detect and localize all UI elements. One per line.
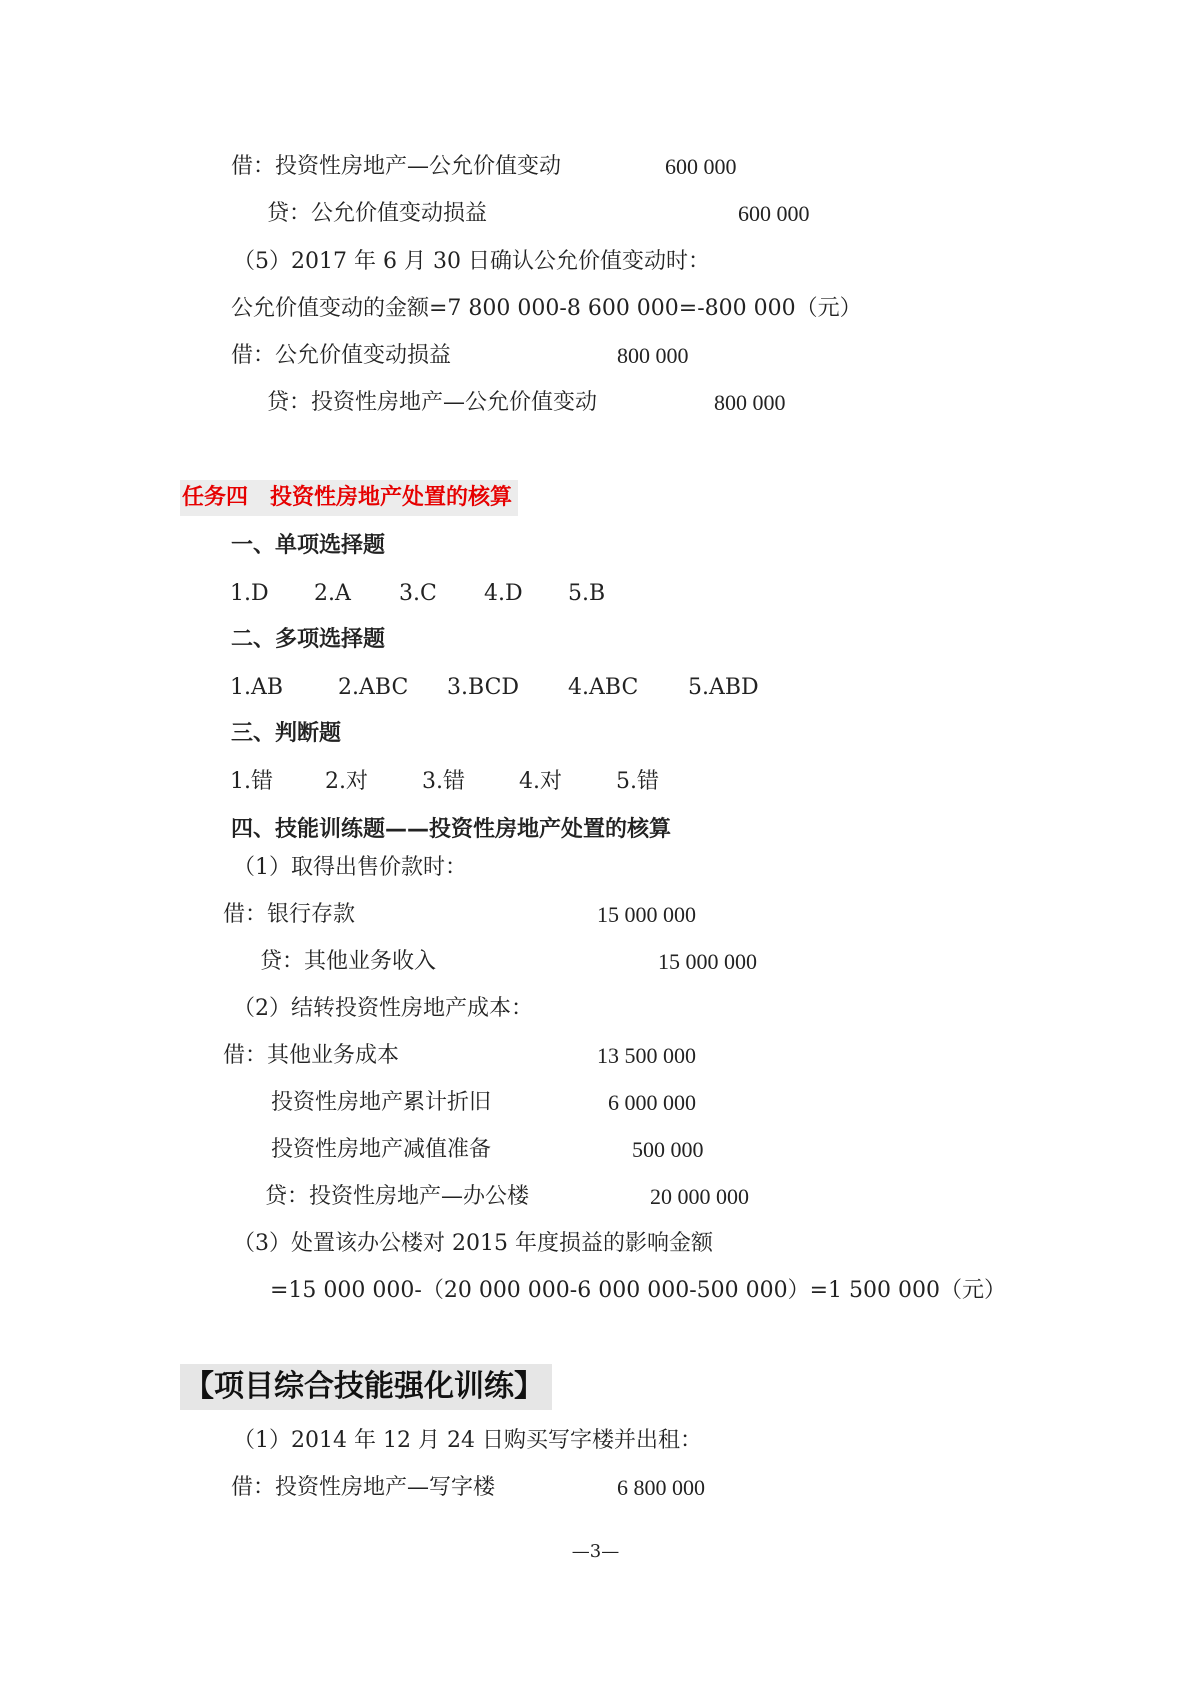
journal-debit-line: 投资性房地产减值准备 bbox=[271, 1137, 492, 1162]
answer-item: 5.ABD bbox=[688, 675, 759, 700]
skill-training-heading: 四、技能训练题——投资性房地产处置的核算 bbox=[231, 817, 672, 842]
project-step-1: （1）2014 年 12 月 24 日购买写字楼并出租： bbox=[233, 1428, 702, 1453]
journal-debit-amount: 13 500 000 bbox=[597, 1043, 696, 1068]
journal-credit-amount: 20 000 000 bbox=[650, 1184, 749, 1209]
page-number: —3— bbox=[571, 1541, 620, 1562]
fair-value-formula: 公允价值变动的金额=7 800 000-8 600 000=-800 000（元） bbox=[231, 296, 862, 321]
journal-debit-line: 投资性房地产累计折旧 bbox=[271, 1090, 492, 1115]
journal-debit-line: 借：其他业务成本 bbox=[223, 1043, 400, 1068]
answer-item: 2.ABC bbox=[338, 675, 409, 700]
profit-impact-formula: =15 000 000-（20 000 000-6 000 000-500 000）=1 500 000（元） bbox=[270, 1278, 1007, 1303]
journal-credit-line: 贷：公允价值变动损益 bbox=[267, 201, 488, 226]
journal-credit-line: 贷：投资性房地产—公允价值变动 bbox=[267, 390, 598, 415]
answer-item: 1.D bbox=[230, 581, 269, 606]
journal-debit-line: 借：公允价值变动损益 bbox=[231, 343, 452, 368]
skill-step-3: （3）处置该办公楼对 2015 年度损益的影响金额 bbox=[233, 1231, 713, 1256]
single-choice-heading: 一、单项选择题 bbox=[231, 533, 386, 558]
project-training-title: 【项目综合技能强化训练】 bbox=[180, 1364, 552, 1410]
task-four-title: 任务四 投资性房地产处置的核算 bbox=[180, 480, 518, 516]
multi-choice-heading: 二、多项选择题 bbox=[231, 627, 386, 652]
multi-choice-answers bbox=[0, 673, 1191, 703]
journal-debit-amount: 600 000 bbox=[665, 154, 737, 179]
journal-debit-line: 借：银行存款 bbox=[223, 902, 356, 927]
answer-item: 5.错 bbox=[616, 769, 659, 794]
journal-debit-amount: 800 000 bbox=[617, 343, 689, 368]
answer-item: 2.对 bbox=[325, 769, 368, 794]
journal-credit-amount: 15 000 000 bbox=[658, 949, 757, 974]
journal-credit-line: 贷：投资性房地产—办公楼 bbox=[265, 1184, 530, 1209]
answer-item: 4.对 bbox=[519, 769, 562, 794]
journal-credit-line: 贷：其他业务收入 bbox=[260, 949, 437, 974]
journal-debit-amount: 500 000 bbox=[632, 1137, 704, 1162]
journal-debit-line: 借：投资性房地产—公允价值变动 bbox=[231, 154, 562, 179]
single-choice-answers bbox=[0, 579, 1191, 609]
step-5-heading: （5）2017 年 6 月 30 日确认公允价值变动时： bbox=[233, 249, 710, 274]
judgement-answers bbox=[0, 767, 1191, 797]
journal-credit-amount: 800 000 bbox=[714, 390, 786, 415]
answer-item: 4.ABC bbox=[568, 675, 639, 700]
answer-item: 3.错 bbox=[422, 769, 465, 794]
answer-item: 1.AB bbox=[230, 675, 284, 700]
journal-credit-amount: 600 000 bbox=[738, 201, 810, 226]
skill-step-1: （1）取得出售价款时： bbox=[233, 855, 467, 880]
skill-step-2: （2）结转投资性房地产成本： bbox=[233, 996, 533, 1021]
journal-debit-amount: 6 000 000 bbox=[608, 1090, 696, 1115]
journal-debit-amount: 6 800 000 bbox=[617, 1475, 705, 1500]
journal-debit-amount: 15 000 000 bbox=[597, 902, 696, 927]
judgement-heading: 三、判断题 bbox=[231, 721, 342, 746]
answer-item: 4.D bbox=[484, 581, 523, 606]
answer-item: 1.错 bbox=[230, 769, 273, 794]
answer-item: 3.BCD bbox=[447, 675, 520, 700]
answer-item: 2.A bbox=[314, 581, 351, 606]
journal-debit-line: 借：投资性房地产—写字楼 bbox=[231, 1475, 496, 1500]
answer-item: 5.B bbox=[568, 581, 606, 606]
answer-item: 3.C bbox=[399, 581, 437, 606]
